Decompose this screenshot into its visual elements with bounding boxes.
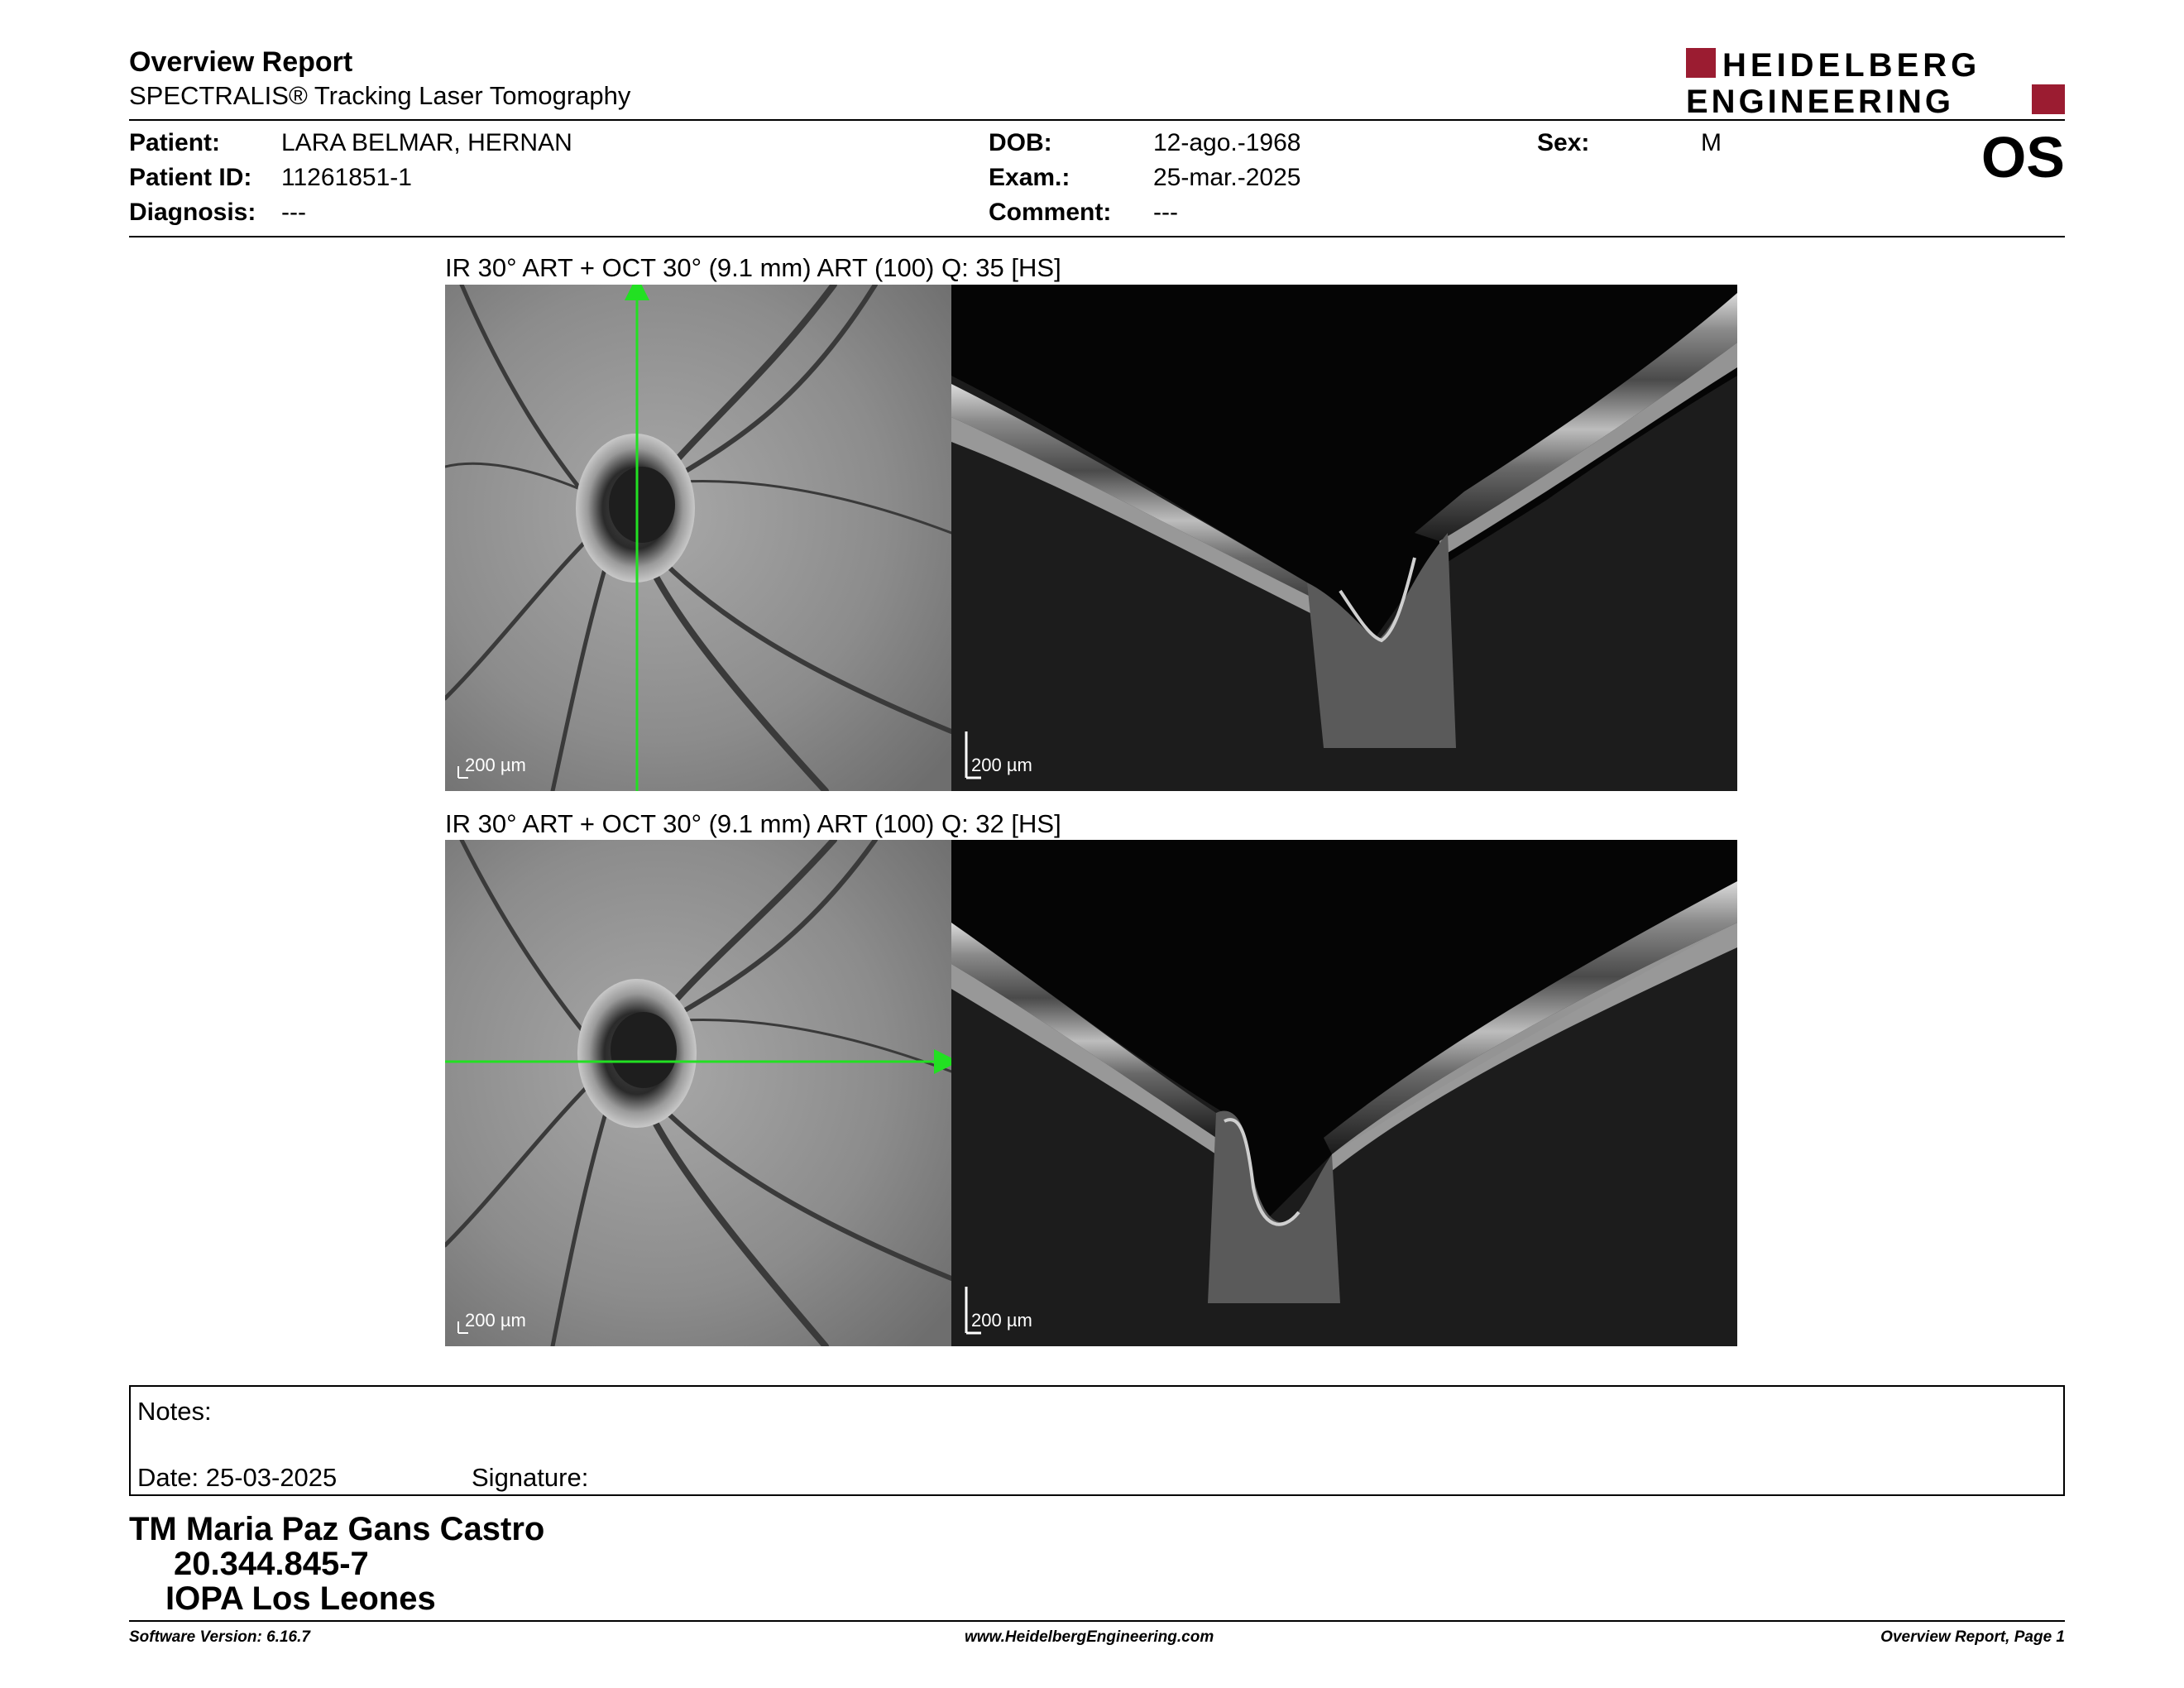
oct-scale-label: 200 µm: [971, 1310, 1032, 1331]
comment-label: Comment:: [989, 199, 1112, 226]
exam-value: 25-mar.-2025: [1153, 164, 1301, 191]
fundus-scale-label: 200 µm: [465, 755, 526, 775]
page-number: Overview Report, Page 1: [1880, 1628, 2065, 1646]
patient-id-label: Patient ID:: [129, 164, 252, 191]
signature-label: Signature:: [472, 1463, 589, 1492]
dob-label: DOB:: [989, 129, 1052, 156]
notes-date: Date: 25-03-2025: [137, 1463, 338, 1492]
diagnosis-label: Diagnosis:: [129, 199, 256, 226]
logo-line2: ENGINEERING: [1686, 84, 1955, 116]
diagnosis-value: ---: [281, 199, 306, 226]
oct-scale-label: 200 µm: [971, 755, 1032, 775]
scan-title: IR 30° ART + OCT 30° (9.1 mm) ART (100) Q: 32 [HS]: [445, 809, 1061, 838]
eye-indicator: OS: [1980, 125, 2065, 189]
website-link[interactable]: www.HeidelbergEngineering.com: [965, 1628, 1214, 1646]
fundus-image: [445, 285, 951, 791]
footer-rule: [129, 1620, 2065, 1622]
heidelberg-logo: [1686, 46, 2067, 116]
notes-box: [129, 1385, 2065, 1496]
fundus-image: [445, 840, 951, 1346]
patient-id-value: 11261851-1: [281, 164, 412, 191]
signature-name: TM Maria Paz Gans Castro: [129, 1511, 545, 1547]
notes-label: Notes:: [137, 1397, 212, 1426]
oct-bscan: [951, 840, 1737, 1346]
exam-label: Exam.:: [989, 164, 1070, 191]
comment-value: ---: [1153, 199, 1178, 226]
sex-value: M: [1701, 129, 1722, 156]
patient-value: LARA BELMAR, HERNAN: [281, 129, 572, 156]
header-rule: [129, 119, 2065, 121]
signature-id: 20.344.845-7: [174, 1546, 369, 1582]
dob-value: 12-ago.-1968: [1153, 129, 1301, 156]
oct-bscan: [951, 285, 1737, 791]
signature-institution: IOPA Los Leones: [165, 1580, 436, 1617]
sex-label: Sex:: [1537, 129, 1590, 156]
report-subtitle: SPECTRALIS® Tracking Laser Tomography: [129, 81, 631, 110]
logo-line1: HEIDELBERG: [1722, 47, 1981, 84]
software-version: Software Version: 6.16.7: [129, 1628, 310, 1646]
patient-label: Patient:: [129, 129, 221, 156]
info-rule: [129, 236, 2065, 237]
report-title: Overview Report: [129, 46, 353, 78]
fundus-scale-label: 200 µm: [465, 1310, 526, 1331]
scan-title: IR 30° ART + OCT 30° (9.1 mm) ART (100) Q: 35 [HS]: [445, 253, 1061, 282]
